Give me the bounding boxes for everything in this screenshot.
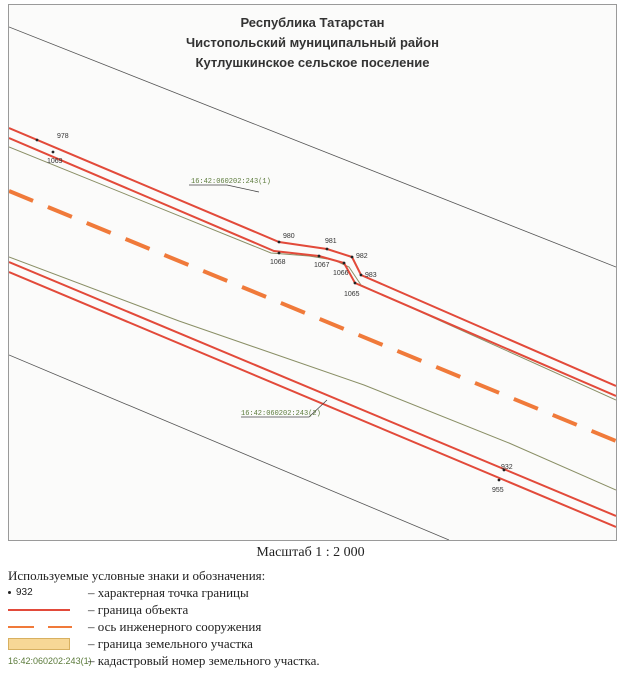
object-boundary-lower-a bbox=[9, 262, 616, 516]
legend-point-number: 932 bbox=[16, 587, 33, 598]
point-1067[interactable] bbox=[318, 255, 321, 258]
legend-row-object-boundary bbox=[8, 601, 608, 618]
map-frame bbox=[8, 4, 617, 541]
label-1068: 1068 bbox=[270, 259, 286, 266]
legend-title: Используемые условные знаки и обозначения: bbox=[8, 568, 266, 583]
legend-symbol-parcel bbox=[8, 635, 86, 652]
title-line-1: Республика Татарстан bbox=[240, 15, 385, 30]
cadastral-label-2: 16:42:060202:243(2) bbox=[241, 410, 321, 418]
legend-symbol-point bbox=[8, 584, 86, 601]
legend-desc-cadastral: – кадастровый номер земельного участка. bbox=[88, 653, 320, 668]
legend-desc-object-boundary: – граница объекта bbox=[88, 602, 189, 617]
object-boundary-lower-b bbox=[9, 272, 616, 527]
point-dot-icon bbox=[8, 591, 11, 594]
legend bbox=[8, 567, 608, 669]
scale-label: Масштаб 1 : 2 000 bbox=[256, 545, 365, 560]
label-932: 932 bbox=[501, 464, 513, 471]
zone-line-bottom bbox=[9, 355, 449, 540]
parcel-fill-icon bbox=[8, 638, 70, 650]
legend-row-axis bbox=[8, 618, 608, 635]
point-1069[interactable] bbox=[52, 151, 55, 154]
point-978[interactable] bbox=[36, 139, 39, 142]
dash-line-icon bbox=[8, 626, 34, 628]
legend-desc-axis: – ось инженерного сооружения bbox=[88, 619, 262, 634]
dash-line-icon-segment bbox=[48, 626, 72, 628]
point-980[interactable] bbox=[278, 241, 281, 244]
legend-symbol-cadastral bbox=[8, 652, 92, 669]
label-980: 980 bbox=[283, 233, 295, 240]
label-955: 955 bbox=[492, 487, 504, 494]
label-983: 983 bbox=[365, 272, 377, 279]
legend-symbol-object-boundary bbox=[8, 601, 86, 618]
point-1068[interactable] bbox=[278, 252, 281, 255]
point-1066[interactable] bbox=[343, 262, 346, 265]
cadastral-leader-1 bbox=[189, 185, 259, 192]
label-1066: 1066 bbox=[333, 270, 349, 277]
map-canvas[interactable] bbox=[9, 5, 616, 540]
label-981: 981 bbox=[325, 238, 337, 245]
red-line-icon bbox=[8, 609, 70, 611]
parcel-boundary-upper bbox=[9, 147, 616, 400]
point-1065[interactable] bbox=[354, 282, 357, 285]
point-982[interactable] bbox=[351, 256, 354, 259]
legend-desc-parcel: – граница земельного участка bbox=[88, 636, 253, 651]
title-line-2: Чистопольский муниципальный район bbox=[186, 35, 439, 50]
point-983[interactable] bbox=[360, 274, 363, 277]
parcel-boundary-lower bbox=[9, 257, 616, 490]
title-line-3: Кутлушкинское сельское поселение bbox=[195, 55, 430, 70]
boundary-points bbox=[36, 139, 506, 482]
legend-symbol-axis bbox=[8, 618, 86, 635]
legend-row-cadastral bbox=[8, 652, 608, 669]
point-955[interactable] bbox=[498, 479, 501, 482]
point-981[interactable] bbox=[326, 248, 329, 251]
cadastral-label-1: 16:42:060202:243(1) bbox=[191, 178, 271, 186]
legend-row-point bbox=[8, 584, 608, 601]
legend-desc-point: – характерная точка границы bbox=[88, 585, 249, 600]
legend-row-parcel bbox=[8, 635, 608, 652]
object-boundary-upper-b bbox=[9, 138, 616, 396]
label-1069: 1069 bbox=[47, 158, 63, 165]
label-982: 982 bbox=[356, 253, 368, 260]
label-1067: 1067 bbox=[314, 262, 330, 269]
structure-axis bbox=[9, 191, 616, 441]
label-978: 978 bbox=[57, 133, 69, 140]
label-1065: 1065 bbox=[344, 291, 360, 298]
legend-cadastral-number: 16:42:060202:243(1) bbox=[8, 656, 92, 666]
map-title bbox=[9, 13, 616, 73]
